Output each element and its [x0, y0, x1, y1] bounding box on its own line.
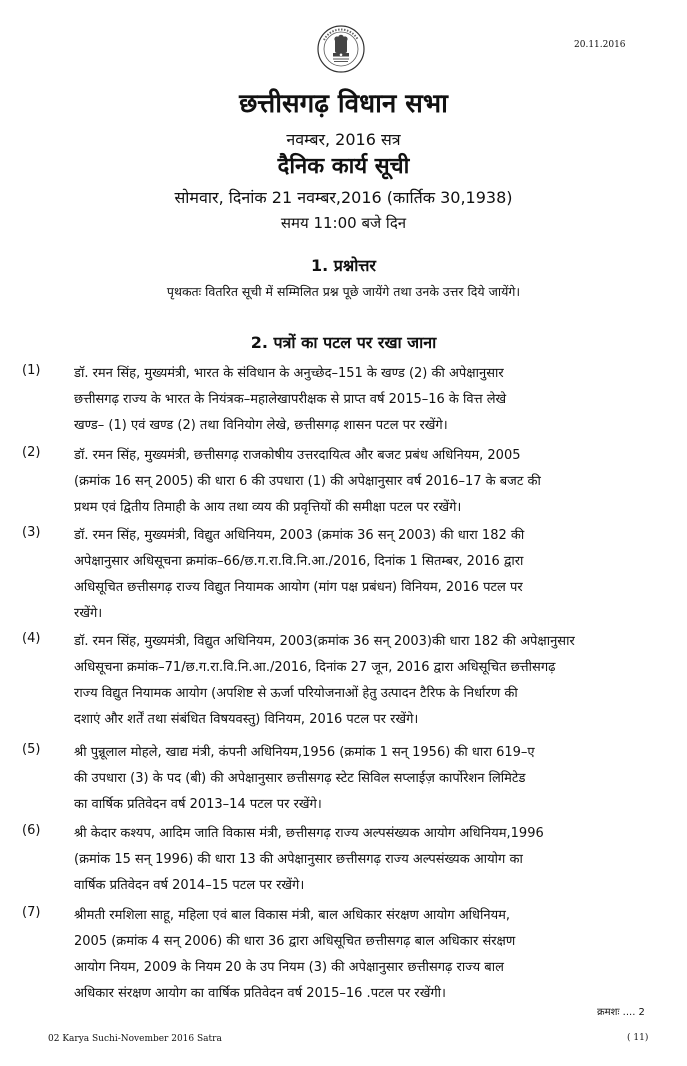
item-line: आयोग नियम, 2009 के नियम 20 के उप नियम (3) की अपेक्षानुसार छत्तीसगढ़ राज्य बाल [74, 960, 504, 975]
item-line: प्रथम एवं द्वितीय तिमाही के आय तथा व्यय की प्रवृत्तियों की समीक्षा पटल पर रखेंगे। [74, 500, 462, 515]
time-line: समय 11:00 बजे दिन [280, 214, 407, 232]
item-line: डॉ. रमन सिंह, मुख्यमंत्री, छत्तीसगढ़ राजकोषीय उत्तरदायित्व और बजट प्रबंध अधिनियम, 2005 [74, 448, 521, 463]
item-number: (2) [22, 445, 41, 460]
item-line: का वार्षिक प्रतिवेदन वर्ष 2013–14 पटल पर रखेंगे। [74, 797, 322, 812]
date-stamp: 20.11.2016 [574, 40, 626, 50]
section-1-heading: 1. प्रश्नोत्तर [311, 256, 376, 275]
item-line: राज्य विद्युत नियामक आयोग (अपशिष्ट से ऊर्जा परियोजनाओं हेतु उत्पादन टैरिफ के निर्धारण की [74, 686, 518, 701]
item-line: की उपधारा (3) के पद (बी) की अपेक्षानुसार छत्तीसगढ़ स्टेट सिविल सप्लाईज़ कार्पोरेशन लिमिटेड [74, 771, 526, 786]
item-line: श्री केदार कश्यप, आदिम जाति विकास मंत्री, छत्तीसगढ़ राज्य अल्पसंख्यक आयोग अधिनियम,1996 [74, 826, 544, 841]
item-line: अधिसूचित छत्तीसगढ़ राज्य विद्युत नियामक आयोग (मांग पक्ष प्रबंधन) विनियम, 2016 पटल पर [74, 580, 523, 595]
item-line: 2005 (क्रमांक 4 सन् 2006) की धारा 36 द्वारा अधिसूचित छत्तीसगढ़ बाल अधिकार संरक्षण [74, 934, 516, 949]
state-emblem [316, 24, 366, 74]
document-name: 02 Karya Suchi-November 2016 Satra [48, 1034, 222, 1044]
item-number: (1) [22, 363, 41, 378]
agenda-title: दैनिक कार्य सूची [277, 154, 410, 179]
item-line: डॉ. रमन सिंह, मुख्यमंत्री, विद्युत अधिनियम, 2003 (क्रमांक 36 सन् 2003) की धारा 182 की [74, 528, 525, 543]
item-line: (क्रमांक 16 सन् 2005) की धारा 6 की उपधारा (1) की अपेक्षानुसार वर्ष 2016–17 के बजट की [74, 474, 541, 489]
item-number: (7) [22, 905, 41, 920]
section-1-text: पृथकतः वितरित सूची में सम्मिलित प्रश्न पूछे जायेंगे तथा उनके उत्तर दिये जायेंगे। [166, 284, 521, 299]
continued-note: क्रमशः .... 2 [597, 1007, 645, 1018]
item-line: खण्ड– (1) एवं खण्ड (2) तथा विनियोग लेखे, छत्तीसगढ़ शासन पटल पर रखेंगे। [74, 418, 448, 433]
item-line: वार्षिक प्रतिवेदन वर्ष 2014–15 पटल पर रखेंगे। [74, 878, 305, 893]
item-line: अधिकार संरक्षण आयोग का वार्षिक प्रतिवेदन वर्ष 2015–16 .पटल पर रखेंगी। [74, 986, 446, 1001]
item-line: (क्रमांक 15 सन् 1996) की धारा 13 की अपेक्षानुसार छत्तीसगढ़ राज्य अल्पसंख्यक आयोग का [74, 852, 523, 867]
item-line: छत्तीसगढ़ राज्य के भारत के नियंत्रक–महालेखापरीक्षक से प्राप्त वर्ष 2015–16 के वित्त लेखे [74, 392, 507, 407]
item-line: अधिसूचना क्रमांक–71/छ.ग.रा.वि.नि.आ./2016, दिनांक 27 जून, 2016 द्वारा अधिसूचित छत्तीसगढ़ [74, 660, 556, 675]
page-number: ( 11) [627, 1033, 649, 1043]
item-line: रखेंगे। [74, 606, 103, 621]
section-2-heading: 2. पत्रों का पटल पर रखा जाना [250, 333, 437, 352]
item-number: (4) [22, 631, 41, 646]
date-line: सोमवार, दिनांक 21 नवम्बर,2016 (कार्तिक 30,1938) [174, 188, 513, 207]
session-line: नवम्बर, 2016 सत्र [286, 130, 401, 149]
item-number: (6) [22, 823, 41, 838]
item-line: डॉ. रमन सिंह, मुख्यमंत्री, विद्युत अधिनियम, 2003(क्रमांक 36 सन् 2003)की धारा 182 की अपेक्षानुसार [74, 634, 575, 649]
item-number: (3) [22, 525, 41, 540]
item-number: (5) [22, 742, 41, 757]
item-line: डॉ. रमन सिंह, मुख्यमंत्री, भारत के संविधान के अनुच्छेद–151 के खण्ड (2) की अपेक्षानुसार [74, 366, 504, 381]
item-line: अपेक्षानुसार अधिसूचना क्रमांक–66/छ.ग.रा.वि.नि.आ./2016, दिनांक 1 सितम्बर, 2016 द्वारा [74, 554, 524, 569]
assembly-title: छत्तीसगढ़ विधान सभा [239, 89, 448, 119]
item-line: श्री पुन्नूलाल मोहले, खाद्य मंत्री, कंपनी अधिनियम,1956 (क्रमांक 1 सन् 1956) की धारा 619–ए [74, 745, 535, 760]
item-line: श्रीमती रमशिला साहू, महिला एवं बाल विकास मंत्री, बाल अधिकार संरक्षण आयोग अधिनियम, [74, 908, 511, 923]
item-line: दशाएं और शर्तें तथा संबंधित विषयवस्तु) विनियम, 2016 पटल पर रखेंगे। [74, 712, 419, 727]
